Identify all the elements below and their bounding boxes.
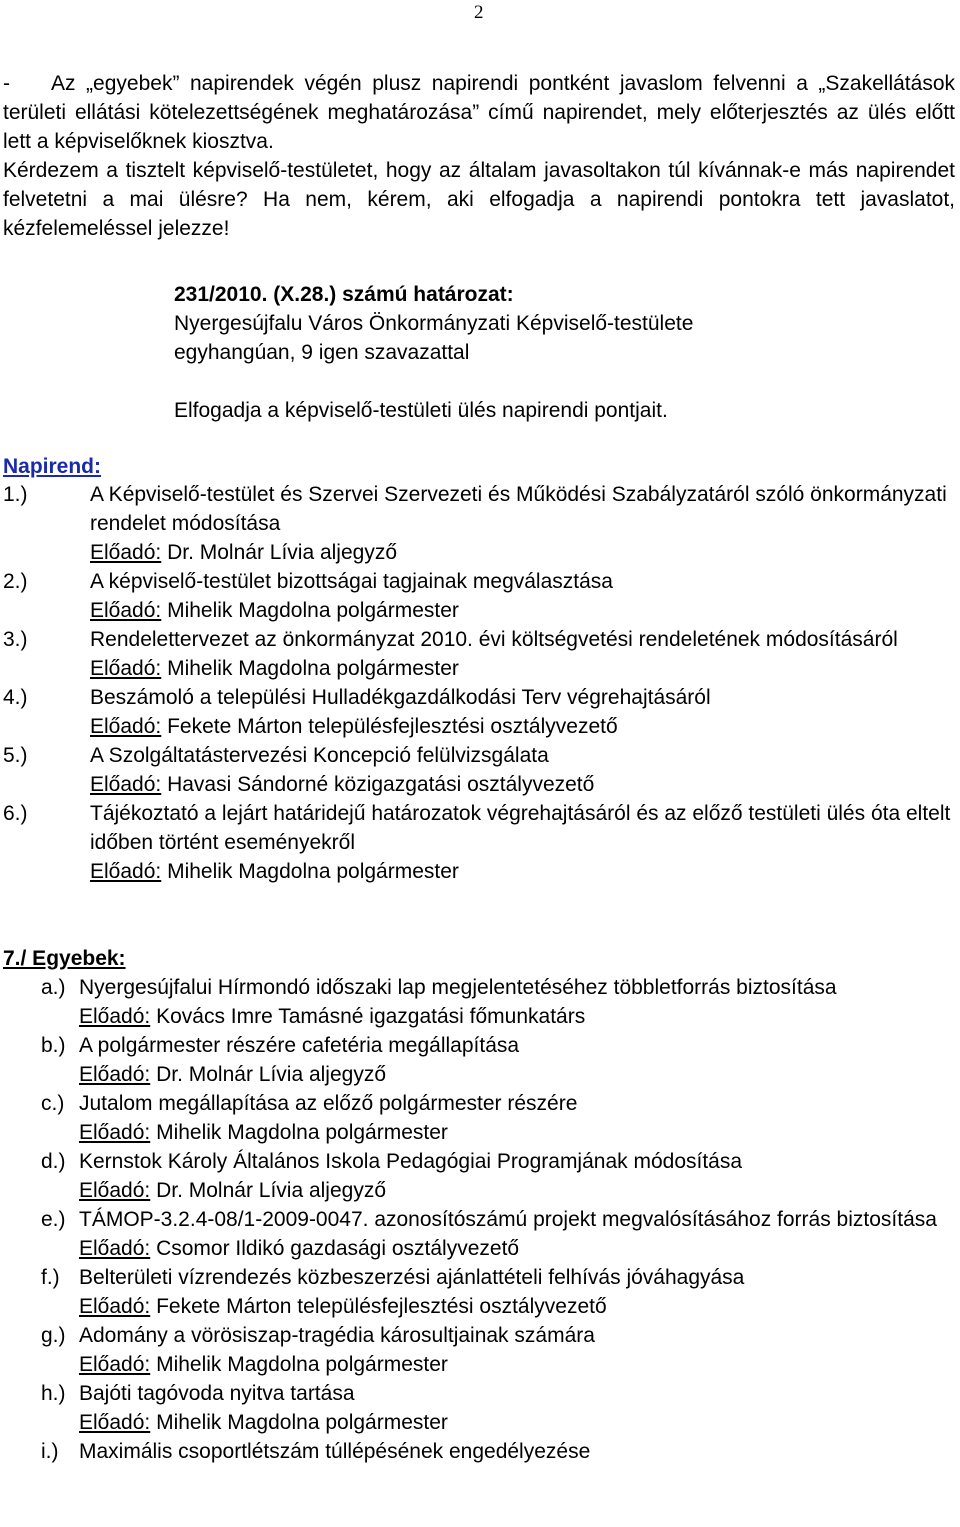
agenda-item-title: A Képviselő-testület és Szervei Szervezeti és Működési Szabályzatáról szóló önkormányzati rendelet módosítása (90, 483, 947, 535)
other-item (3, 1321, 958, 1379)
other-item (3, 1437, 958, 1466)
other-item-title: Nyergesújfalui Hírmondó időszaki lap megjelentetéséhez többletforrás biztosítása (79, 976, 837, 999)
resolution-vote: egyhangúan, 9 igen szavazattal (174, 341, 470, 364)
agenda-item-title: Beszámoló a települési Hulladékgazdálkodási Terv végrehajtásáról (90, 686, 711, 709)
agenda-item (3, 625, 958, 683)
other-item-letter: f.) (41, 1266, 60, 1289)
agenda-item-title: A Szolgáltatástervezési Koncepció felülvizsgálata (90, 744, 549, 767)
presenter-label: Előadó: (79, 1295, 151, 1318)
agenda-item-presenter: Előadó: Dr. Molnár Lívia aljegyző (90, 541, 398, 564)
other-item-letter: i.) (41, 1440, 59, 1463)
other-item-presenter: Előadó: Mihelik Magdolna polgármester (79, 1121, 448, 1144)
other-item (3, 1379, 958, 1437)
agenda-item (3, 683, 958, 741)
agenda-item-title: Tájékoztató a lejárt határidejű határozatok végrehajtásáról és az előző testületi ülés óta eltelt időben történt eseményekről (90, 802, 951, 854)
agenda-item (3, 480, 958, 567)
presenter-label: Előadó: (90, 860, 162, 883)
agenda-item-number: 4.) (3, 686, 28, 709)
presenter-label: Előadó: (79, 1353, 151, 1376)
presenter-label: Előadó: (79, 1005, 151, 1028)
agenda-item-title: Rendelettervezet az önkormányzat 2010. évi költségvetési rendeletének módosításáról (90, 628, 898, 651)
other-item (3, 1263, 958, 1321)
other-item-presenter: Előadó: Mihelik Magdolna polgármester (79, 1411, 448, 1434)
other-item-presenter: Előadó: Kovács Imre Tamásné igazgatási főmunkatárs (79, 1005, 586, 1028)
resolution-title: 231/2010. (X.28.) számú határozat: (174, 283, 514, 306)
presenter-label: Előadó: (90, 657, 162, 680)
agenda-item-number: 3.) (3, 628, 28, 651)
intro-text (3, 69, 955, 243)
other-item (3, 1031, 958, 1089)
other-item-letter: c.) (41, 1092, 65, 1115)
agenda-heading: Napirend: (3, 455, 102, 478)
agenda-item-presenter: Előadó: Mihelik Magdolna polgármester (90, 599, 459, 622)
agenda-item-number: 2.) (3, 570, 28, 593)
other-item-title: Jutalom megállapítása az előző polgármester részére (79, 1092, 578, 1115)
other-item-presenter: Előadó: Mihelik Magdolna polgármester (79, 1353, 448, 1376)
presenter-label: Előadó: (79, 1121, 151, 1144)
other-item-presenter: Előadó: Csomor Ildikó gazdasági osztályvezető (79, 1237, 520, 1260)
other-item-presenter: Előadó: Fekete Márton településfejlesztési osztályvezető (79, 1295, 607, 1318)
other-item-presenter: Előadó: Dr. Molnár Lívia aljegyző (79, 1063, 387, 1086)
other-item-title: Belterületi vízrendezés közbeszerzési ajánlattételi felhívás jóváhagyása (79, 1266, 745, 1289)
presenter-label: Előadó: (79, 1411, 151, 1434)
presenter-label: Előadó: (90, 541, 162, 564)
other-item (3, 1089, 958, 1147)
agenda-item-number: 5.) (3, 744, 28, 767)
other-item (3, 1205, 958, 1263)
other-item-title: Adomány a vörösiszap-tragédia károsultjainak számára (79, 1324, 595, 1347)
presenter-label: Előadó: (79, 1179, 151, 1202)
agenda-item-presenter: Előadó: Mihelik Magdolna polgármester (90, 860, 459, 883)
other-item-letter: a.) (41, 976, 66, 999)
agenda-item-presenter: Előadó: Havasi Sándorné közigazgatási osztályvezető (90, 773, 595, 796)
agenda-item-presenter: Előadó: Mihelik Magdolna polgármester (90, 657, 459, 680)
agenda-item (3, 567, 958, 625)
agenda-item-number: 1.) (3, 483, 28, 506)
agenda-item-title: A képviselő-testület bizottságai tagjainak megválasztása (90, 570, 613, 593)
other-item-letter: e.) (41, 1208, 66, 1231)
other-item-title: Bajóti tagóvoda nyitva tartása (79, 1382, 355, 1405)
other-item-presenter: Előadó: Dr. Molnár Lívia aljegyző (79, 1179, 387, 1202)
other-item-title: TÁMOP-3.2.4-08/1-2009-0047. azonosítószámú projekt megvalósításához forrás biztosítása (79, 1208, 937, 1231)
other-item-letter: b.) (41, 1034, 66, 1057)
other-item-letter: d.) (41, 1150, 66, 1173)
resolution-body: Nyergesújfalu Város Önkormányzati Képviselő-testülete (174, 312, 694, 335)
other-item (3, 1147, 958, 1205)
other-item-title: Kernstok Károly Általános Iskola Pedagógiai Programjának módosítása (79, 1150, 743, 1173)
resolution-decision: Elfogadja a képviselő-testületi ülés napirendi pontjait. (174, 399, 668, 422)
other-item-letter: h.) (41, 1382, 66, 1405)
bullet-dash: - (3, 72, 10, 95)
other-item (3, 973, 958, 1031)
presenter-label: Előadó: (79, 1237, 151, 1260)
presenter-label: Előadó: (90, 773, 162, 796)
other-list (3, 973, 958, 1466)
presenter-label: Előadó: (79, 1063, 151, 1086)
resolution-block (174, 280, 934, 425)
other-item-title: Maximális csoportlétszám túllépésének engedélyezése (79, 1440, 591, 1463)
agenda-item (3, 741, 958, 799)
intro-paragraph-2: Kérdezem a tisztelt képviselő-testületet, hogy az általam javasoltakon túl kívánnak-e más napirendet felvetetni a mai ülésre? Ha nem, kérem, aki elfogadja a napirendi pontokra tett javaslatot, kézfelemeléssel jelezze! (3, 159, 955, 240)
other-item-title: A polgármester részére cafetéria megállapítása (79, 1034, 520, 1057)
agenda-item (3, 799, 958, 886)
agenda-list (3, 480, 958, 886)
agenda-item-presenter: Előadó: Fekete Márton településfejlesztési osztályvezető (90, 715, 618, 738)
presenter-label: Előadó: (90, 599, 162, 622)
other-item-letter: g.) (41, 1324, 66, 1347)
agenda-item-number: 6.) (3, 802, 28, 825)
other-heading: 7./ Egyebek: (3, 947, 126, 970)
page-number: 2 (474, 2, 484, 23)
presenter-label: Előadó: (90, 715, 162, 738)
intro-paragraph-1: - Az „egyebek” napirendek végén plusz napirendi pontként javaslom felvenni a „Szakellátások területi ellátási kötelezettségének meghatározása” című napirendet, mely előterjesztés az ülés előtt lett a képviselőknek kiosztva. (3, 69, 955, 156)
